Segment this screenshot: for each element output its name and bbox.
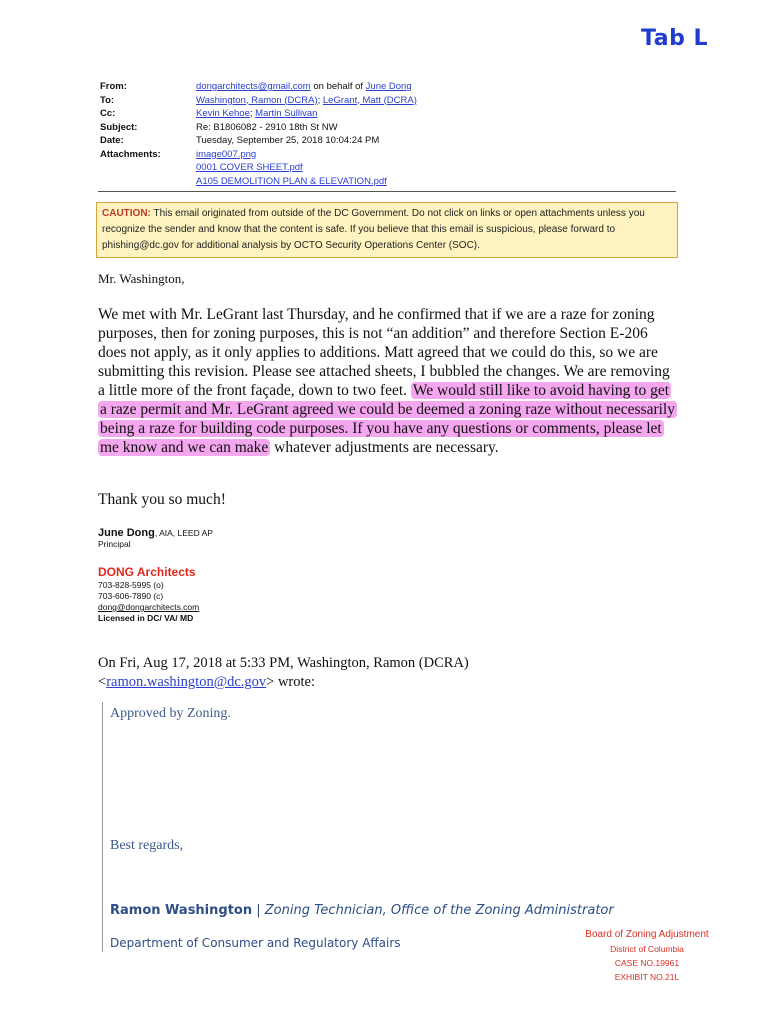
from-label: From: bbox=[100, 81, 127, 92]
greeting: Mr. Washington, bbox=[98, 271, 185, 286]
exhibit-stamp bbox=[572, 928, 722, 984]
caution-label: CAUTION: bbox=[102, 208, 151, 219]
from-row bbox=[100, 80, 680, 94]
sender-email-link[interactable]: dong@dongarchitects.com bbox=[98, 602, 200, 612]
date-value: Tuesday, September 25, 2018 10:04:24 PM bbox=[196, 135, 380, 146]
stamp-line-3: CASE NO.19961 bbox=[614, 958, 680, 968]
cc-label: Cc: bbox=[100, 108, 116, 119]
subject-label: Subject: bbox=[100, 121, 138, 133]
stamp-line-2: District of Columbia bbox=[610, 944, 684, 954]
to-label: To: bbox=[100, 94, 115, 106]
highlighted-text: We would still like to avoid having to get a raze permit and Mr. LeGrant agreed we could be deemed a zoning raze without necessarily being a raze for building code purposes. If you have any questions or comments, please let me know and we can make bbox=[100, 382, 675, 456]
sender-role: Principal bbox=[98, 539, 131, 549]
quoted-regards: Best regards, bbox=[110, 838, 184, 853]
sender-signature bbox=[98, 528, 213, 624]
to-recipient-1[interactable]: Washington, Ramon (DCRA) bbox=[196, 94, 318, 106]
stamp-line-4: EXHIBIT NO.21L bbox=[614, 972, 680, 982]
reply-close: > wrote: bbox=[266, 674, 315, 690]
stamp-line-1: Board of Zoning Adjustment bbox=[585, 929, 709, 940]
from-mid-text: on behalf of bbox=[310, 81, 366, 92]
subject-row bbox=[100, 121, 680, 135]
reply-open: < bbox=[98, 674, 107, 690]
quoted-department: Department of Consumer and Regulatory Affairs bbox=[110, 936, 401, 950]
quote-bar bbox=[102, 702, 103, 952]
attachment-link[interactable]: 0001 COVER SHEET.pdf bbox=[196, 162, 303, 173]
attachments-label: Attachments: bbox=[100, 148, 161, 160]
from-name-link[interactable]: June Dong bbox=[365, 81, 412, 92]
cc-recipient-2[interactable]: Martin Sullivan bbox=[255, 108, 318, 119]
quoted-approved: Approved by Zoning. bbox=[110, 706, 231, 721]
to-separator: ; bbox=[317, 94, 323, 106]
to-row bbox=[100, 94, 680, 108]
attachments-row bbox=[100, 148, 680, 189]
body-text: We met with Mr. LeGrant last Thursday, and he confirmed that if we are a raze for zoning purposes, then for zoning purposes, this is not “an addition” and therefore Section E-206 does not apply, as it only applies to additions. Matt agreed that we could do this, so we are submitting this revision. Please see attached sheets, I bubbled the changes. We are removing a little more of the front façade, down to two feet. bbox=[98, 306, 670, 399]
cc-separator: ; bbox=[249, 108, 256, 119]
from-email-link[interactable]: dongarchitects@gmail.com bbox=[196, 81, 311, 92]
attachment-link[interactable]: A105 DEMOLITION PLAN & ELEVATION.pdf bbox=[196, 175, 387, 187]
quoted-separator: | bbox=[252, 903, 265, 918]
to-recipient-2[interactable]: LeGrant, Matt (DCRA) bbox=[322, 94, 417, 106]
quoted-title: Zoning Technician, Office of the Zoning Administrator bbox=[264, 903, 614, 918]
phone-cell: 703-606-7890 (c) bbox=[98, 591, 164, 601]
caution-banner bbox=[96, 202, 678, 258]
caution-text: This email originated from outside of the DC Government. Do not click on links or open attachments unless you recognize the sender and know that the content is safe. If you believe that this email is suspicious, please forward to phishing@dc.gov for additional analysis by OCTO Security Operations Center (SOC). bbox=[102, 208, 645, 251]
header-divider bbox=[98, 191, 676, 192]
firm-name: DONG Architects bbox=[98, 565, 196, 579]
date-row bbox=[100, 134, 680, 148]
main-paragraph bbox=[98, 305, 678, 457]
reply-header bbox=[98, 654, 678, 692]
sender-name: June Dong bbox=[98, 527, 155, 539]
reply-email-link[interactable]: ramon.washington@dc.gov bbox=[106, 674, 267, 690]
email-header bbox=[100, 80, 680, 188]
date-label: Date: bbox=[100, 135, 124, 146]
reply-line-1: On Fri, Aug 17, 2018 at 5:33 PM, Washington, Ramon (DCRA) bbox=[98, 655, 469, 671]
cc-recipient-1[interactable]: Kevin Kehoe bbox=[196, 108, 250, 119]
phone-office: 703-828-5995 (o) bbox=[98, 580, 164, 590]
thanks-line: Thank you so much! bbox=[98, 491, 226, 508]
subject-value: Re: B1806082 - 2910 18th St NW bbox=[196, 121, 338, 133]
quoted-signature bbox=[110, 903, 614, 918]
attachment-link[interactable]: image007.png bbox=[196, 148, 257, 160]
cc-row bbox=[100, 107, 680, 121]
quoted-name: Ramon Washington bbox=[110, 903, 253, 918]
tab-label: Tab L bbox=[641, 26, 708, 51]
license-line: Licensed in DC/ VA/ MD bbox=[98, 613, 194, 623]
sender-credentials: , AIA, LEED AP bbox=[154, 528, 213, 538]
body-tail-text: whatever adjustments are necessary. bbox=[270, 439, 499, 456]
